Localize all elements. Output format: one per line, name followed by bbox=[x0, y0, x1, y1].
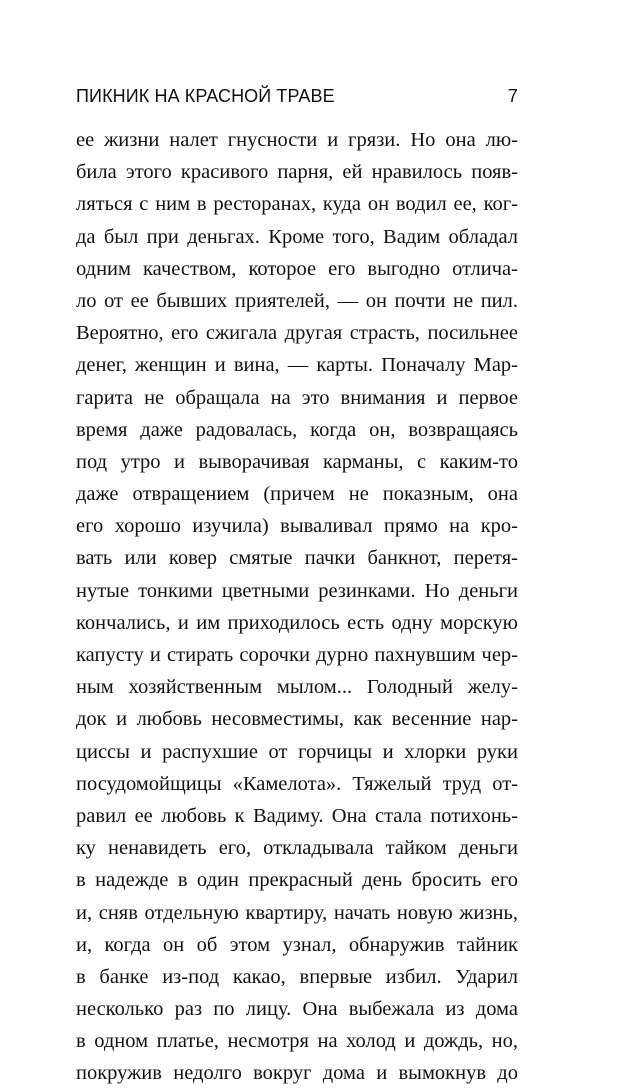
text-line: денег, женщин и вина, — карты. Поначалу Мар- bbox=[76, 354, 518, 377]
running-head bbox=[76, 86, 518, 116]
text-line: даже отвращением (причем не показным, она bbox=[76, 483, 518, 506]
text-line: несколько раз по лицу. Она выбежала из дома bbox=[76, 998, 518, 1021]
text-line: его хорошо изучила) вываливал прямо на кро- bbox=[76, 515, 518, 538]
text-line: ку ненавидеть его, откладывала тайком деньги bbox=[76, 837, 518, 860]
text-line: циссы и распухшие от горчицы и хлорки руки bbox=[76, 740, 518, 763]
text-line: нутые тонкими цветными резинками. Но деньги bbox=[76, 579, 518, 602]
page-number: 7 bbox=[507, 86, 518, 106]
text-line: и, сняв отдельную квартиру, начать новую жизнь, bbox=[76, 901, 518, 924]
text-line: под утро и выворачивая карманы, с каким-то bbox=[76, 450, 518, 473]
text-line: в одном платье, несмотря на холод и дождь, но, bbox=[76, 1030, 518, 1053]
text-line: и, когда он об этом узнал, обнаружив тайник bbox=[76, 933, 518, 956]
text-line: вать или ковер смятые пачки банкнот, перетя- bbox=[76, 547, 518, 570]
text-line: кончались, и им приходилось есть одну морскую bbox=[76, 611, 518, 634]
text-line: капусту и стирать сорочки дурно пахнувшим чер- bbox=[76, 644, 518, 666]
text-line: да был при деньгах. Кроме того, Вадим обладал bbox=[76, 225, 518, 248]
text-line: ло от ее бывших приятелей, — он почти не пил. bbox=[76, 289, 518, 312]
text-line: ляться с ним в ресторанах, куда он водил ее, ког- bbox=[76, 193, 518, 216]
text-line: одним качеством, которое его выгодно отлича- bbox=[76, 257, 518, 280]
text-line: била этого красивого парня, ей нравилось появ- bbox=[76, 161, 518, 184]
text-line: покружив недолго вокруг дома и вымокнув до bbox=[76, 1062, 518, 1085]
body-text bbox=[76, 124, 518, 1090]
text-line: время даже радовалась, когда он, возвращаясь bbox=[76, 418, 518, 441]
text-line: ее жизни налет гнусности и грязи. Но она лю- bbox=[76, 129, 518, 151]
text-line: ным хозяйственным мылом... Голодный желу- bbox=[76, 676, 518, 699]
text-line: в банке из-под какао, впервые избил. Ударил bbox=[76, 965, 518, 988]
text-line: в надежде в один прекрасный день бросить его bbox=[76, 869, 518, 892]
running-title: ПИКНИК НА КРАСНОЙ ТРАВЕ bbox=[76, 86, 335, 106]
text-line: гарита не обращала на это внимания и первое bbox=[76, 386, 518, 409]
text-line: посудомойщицы «Камелота». Тяжелый труд от- bbox=[76, 772, 518, 795]
text-line: Вероятно, его сжигала другая страсть, посильнее bbox=[76, 322, 518, 345]
text-line: док и любовь несовместимы, как весенние нар- bbox=[76, 708, 518, 731]
text-line: равил ее любовь к Вадиму. Она стала потихонь- bbox=[76, 804, 518, 827]
